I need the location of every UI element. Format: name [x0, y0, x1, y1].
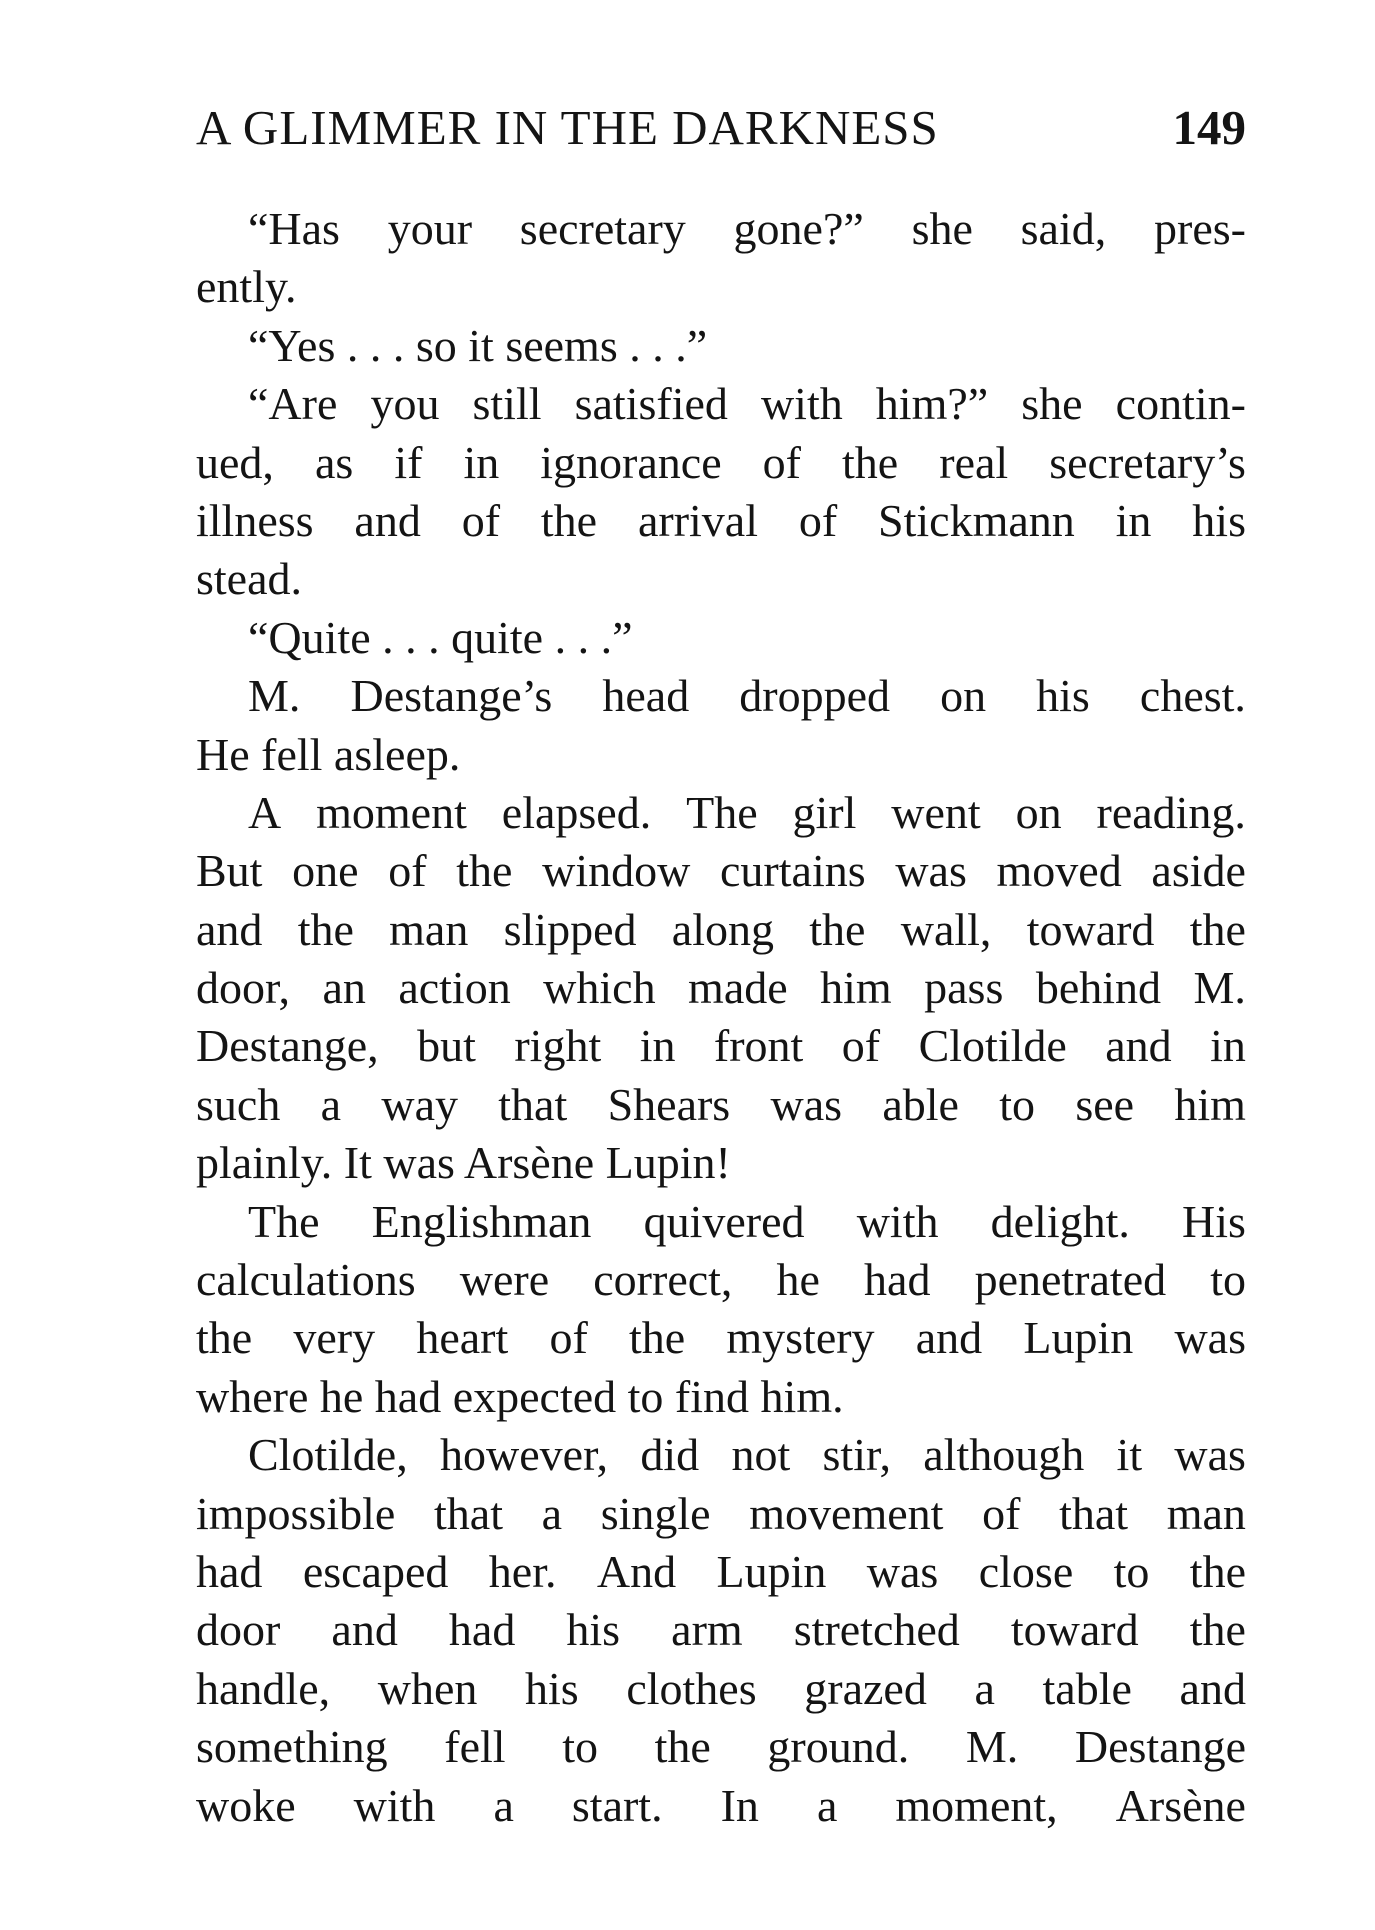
text-line: “Has your secretary gone?” she said, pres- [248, 203, 1246, 254]
text-line: the very heart of the mystery and Lupin was [196, 1312, 1246, 1364]
text-line: and the man slipped along the wall, toward the [196, 903, 1246, 955]
text-line: door and had his arm stretched toward the [196, 1604, 1246, 1656]
text-line: woke with a start. In a moment, Arsène [196, 1779, 1246, 1831]
text-line: ently. [196, 261, 297, 313]
text-line: “Yes . . . so it seems . . .” [248, 319, 708, 371]
text-line: Destange, but right in front of Clotilde and in [196, 1020, 1246, 1072]
text-line: door, an action which made him pass behind M. [196, 962, 1246, 1014]
running-title: A GLIMMER IN THE DARKNESS [196, 100, 939, 155]
text-line: A moment elapsed. The girl went on reading. [248, 786, 1246, 838]
text-line: calculations were correct, he had penetrated to [196, 1254, 1246, 1306]
text-line: Clotilde, however, did not stir, although it was [248, 1429, 1246, 1481]
text-line: illness and of the arrival of Stickmann in his [196, 494, 1246, 546]
text-line: “Are you still satisfied with him?” she contin- [248, 378, 1246, 430]
text-line: handle, when his clothes grazed a table and [196, 1662, 1246, 1714]
page-header [196, 98, 1246, 158]
text-line: something fell to the ground. M. Destange [196, 1721, 1246, 1773]
text-line: ued, as if in ignorance of the real secretary’s [196, 436, 1246, 488]
page-number: 149 [1172, 100, 1246, 155]
text-line: impossible that a single movement of that man [196, 1487, 1246, 1539]
text-line: He fell asleep. [196, 728, 461, 780]
text-line: had escaped her. And Lupin was close to the [196, 1545, 1246, 1597]
text-line: such a way that Shears was able to see him [196, 1078, 1246, 1130]
text-line: where he had expected to find him. [196, 1370, 844, 1422]
text-line: But one of the window curtains was moved aside [196, 845, 1246, 897]
text-line: M. Destange’s head dropped on his chest. [248, 670, 1246, 722]
text-line: “Quite . . . quite . . .” [248, 611, 633, 663]
text-line: plainly. It was Arsène Lupin! [196, 1137, 731, 1189]
text-line: stead. [196, 553, 303, 605]
text-line: The Englishman quivered with delight. His [248, 1195, 1246, 1247]
body-text [196, 200, 1246, 1835]
